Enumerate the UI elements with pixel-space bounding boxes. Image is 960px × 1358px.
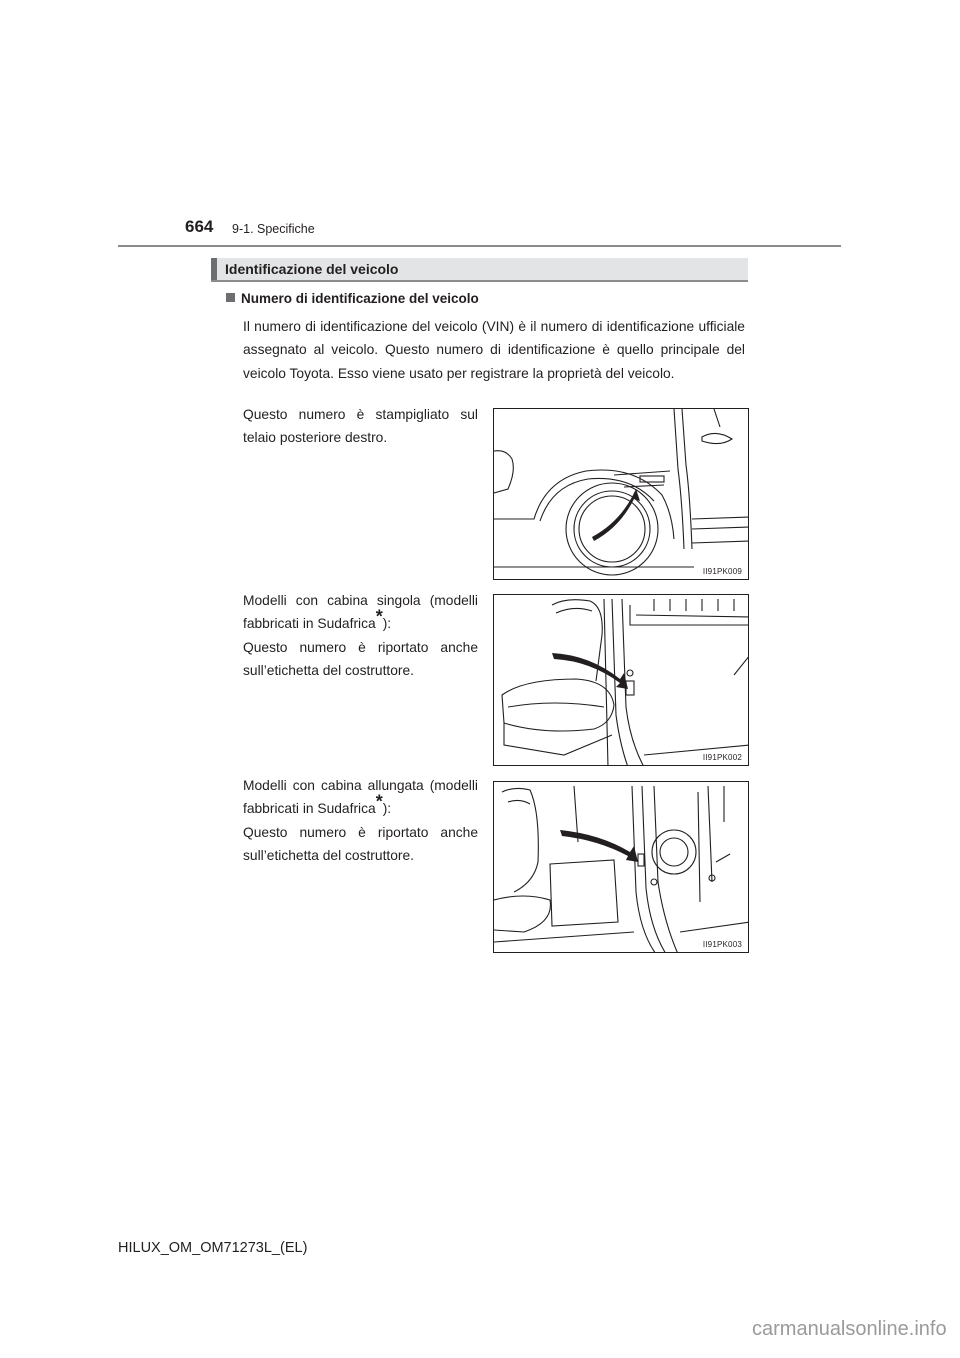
caption-note: Questo numero è riportato anche sull’etichetta del costruttore. [243, 824, 478, 863]
bullet-square-icon [226, 293, 235, 302]
header-rule [118, 245, 841, 247]
figure-code: II91PK002 [702, 753, 742, 762]
figure-code: II91PK003 [702, 940, 742, 949]
figure-single-cab-door-pillar [493, 594, 749, 766]
subheading [226, 291, 479, 306]
caption-lead [243, 589, 478, 636]
extended-cab-illustration [494, 782, 749, 953]
caption-lead-text: Modelli con cabina allungata (modelli fabbricati in Sudafrica [243, 778, 478, 817]
section-heading-bar [211, 258, 748, 282]
intro-paragraph: Il numero di identificazione del veicolo (VIN) è il numero di identificazione ufficiale assegnato al veicolo. Questo numero di identificazione è quello principale del veicolo Toyota. Esso viene usato per registrare la proprietà del veicolo. [243, 319, 745, 381]
caption-lead-text: Modelli con cabina singola (modelli fabbricati in Sudafrica [243, 593, 478, 632]
figure-code: II91PK009 [702, 567, 742, 576]
caption-lead [243, 774, 478, 821]
heading-tick [211, 258, 217, 280]
caption-text: Questo numero è stampigliato sul telaio posteriore destro. [243, 407, 478, 446]
subheading-text: Numero di identificazione del veicolo [241, 291, 479, 306]
rear-wheel-illustration [494, 409, 749, 580]
section-heading: Identificazione del veicolo [225, 261, 399, 277]
caption-single-cab [243, 589, 478, 682]
figure-rear-wheel [493, 408, 749, 580]
caption-tail-text: ): [382, 616, 392, 632]
single-cab-illustration [494, 595, 749, 766]
caption-rear-frame [243, 403, 478, 450]
figure-extended-cab-door-pillar [493, 781, 749, 953]
watermark[interactable]: carmanualsonline.info [752, 1318, 947, 1340]
caption-note: Questo numero è riportato anche sull’etichetta del costruttore. [243, 639, 478, 678]
page-number: 664 [185, 217, 214, 236]
section-label: 9-1. Specifiche [232, 222, 315, 236]
caption-tail-text: ): [382, 801, 392, 817]
caption-extended-cab [243, 774, 478, 867]
manual-code: HILUX_OM_OM71273L_(EL) [118, 1240, 308, 1256]
footnote-star: * [375, 606, 383, 627]
footnote-star: * [375, 791, 383, 812]
